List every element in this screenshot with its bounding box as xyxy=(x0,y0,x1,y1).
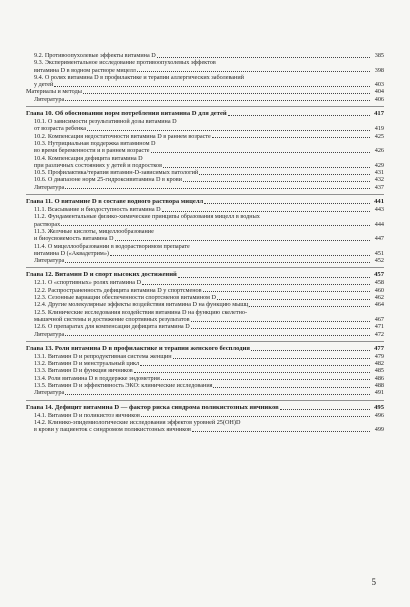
toc-page-number: 419 xyxy=(374,125,384,133)
toc-entry xyxy=(26,147,384,154)
toc-entry xyxy=(26,235,384,242)
toc-entry-line: 10.1. О зависимости результативной дозы витамина D xyxy=(34,118,177,126)
toc-entry-title: Глава 14. Дефицит витамина D — фактор риска синдрома поликистозных яичников xyxy=(26,403,279,411)
section-divider xyxy=(26,267,384,268)
toc-entry xyxy=(26,176,384,183)
toc-entry-title: 12.4. Другие молекулярные эффекты воздействия витамина D на функцию мышц xyxy=(34,301,249,309)
toc-entry-line: 9.3. Экспериментальное исследование противоопухолевых эффектов xyxy=(34,59,216,67)
toc-entry-title: 14.1. Витамин D и поликистоз яичников xyxy=(34,411,140,419)
toc-page-number: 464 xyxy=(374,301,384,309)
toc-entry-title: 13.2. Витамин D и менструальный цикл xyxy=(34,360,140,368)
toc-entry-title: 12.3. Сезонные вариации обеспеченности спортсменов витамином D xyxy=(34,294,216,302)
toc-page-number: 447 xyxy=(374,235,384,243)
dot-leader xyxy=(212,137,370,138)
toc-entry xyxy=(26,162,384,169)
toc-entry-title: витамина D («Аквадетрим») xyxy=(34,249,109,257)
dot-leader xyxy=(137,71,370,72)
toc-entry xyxy=(26,250,384,257)
toc-entry xyxy=(26,382,384,389)
dot-leader xyxy=(191,328,370,329)
toc-page-number: 499 xyxy=(374,426,384,434)
toc-entry-title: 11.1. Всасывание и биодоступность витамина D xyxy=(34,206,161,214)
toc-entry-title: 9.2. Противоопухолевые эффекты витамина D xyxy=(34,52,156,59)
dot-leader xyxy=(134,372,370,373)
dot-leader xyxy=(110,255,370,256)
toc-page-number: 479 xyxy=(374,352,384,360)
toc-page-number: 495 xyxy=(374,403,384,411)
toc-chapter xyxy=(26,110,384,118)
toc-entry xyxy=(26,67,384,74)
toc-entry-title: витамина D в водном растворе мицелл xyxy=(34,66,136,74)
dot-leader xyxy=(61,225,370,226)
toc-entry xyxy=(26,301,384,308)
dot-leader xyxy=(204,203,370,204)
toc-page-number: 425 xyxy=(374,132,384,140)
toc-entry-title: 10.2. Компенсация недостаточности витамина D в раннем возрасте xyxy=(34,132,211,140)
toc-entry-title: Литература xyxy=(34,389,65,397)
toc-entry-title: от возраста ребенка xyxy=(34,125,86,133)
toc-entry-title: Литература xyxy=(34,257,65,265)
toc-entry-title: мышечной системы и достижение спортивных результатов xyxy=(34,315,190,323)
dot-leader xyxy=(142,284,370,285)
toc-entry-line: 10.4. Компенсация дефицита витамина D xyxy=(34,154,143,162)
toc-entry-title: Глава 10. Об обосновании норм потребления витамина D для детей xyxy=(26,110,227,118)
toc-entry-line: 11.4. О мицеллообразовании в водорастворимом препарате xyxy=(34,242,190,250)
dot-leader xyxy=(249,306,370,307)
toc-entry-line: 10.3. Нутрициальная поддержка витамином D xyxy=(34,139,156,147)
toc-entry-title: Глава 11. О витамине D в составе водного раствора мицелл xyxy=(26,198,204,206)
dot-leader xyxy=(115,240,370,241)
toc-entry xyxy=(26,294,384,301)
dot-leader xyxy=(203,291,370,292)
dot-leader xyxy=(157,57,370,58)
toc-entry xyxy=(26,287,384,294)
toc-entry xyxy=(26,206,384,213)
toc-entry-title: 10.5. Профилактика/терапия витамин-D-зависимых патологий xyxy=(34,169,199,177)
toc-entry-title: 13.1. Витамин D и репродуктивная система женщин xyxy=(34,352,172,360)
dot-leader xyxy=(163,167,370,168)
toc-entry xyxy=(26,323,384,330)
toc-entry-title: Глава 13. Роли витамина D в профилактике и терапии женского бесплодия xyxy=(26,344,250,352)
toc-entry-title: 12.2. Распространенность дефицита витамина D у спортсменов xyxy=(34,286,202,294)
toc-entry-line: 11.2. Фундаментальные физико-химические принципы образования мицелл в водных xyxy=(34,213,260,221)
toc-page-number: 458 xyxy=(374,279,384,287)
toc-entry-title: 12.6. О препаратах для компенсации дефицита витамина D xyxy=(34,323,190,331)
toc-page-number: 404 xyxy=(374,88,384,96)
dot-leader xyxy=(141,416,370,417)
toc-entry xyxy=(26,133,384,140)
dot-leader xyxy=(161,379,370,380)
dot-leader xyxy=(183,181,370,182)
dot-leader xyxy=(65,335,370,336)
toc-page-number: 444 xyxy=(374,220,384,228)
toc-page-number: 457 xyxy=(374,271,384,279)
dot-leader xyxy=(54,86,370,87)
toc-page-number: 429 xyxy=(374,161,384,169)
toc-entry xyxy=(26,257,384,264)
toc-entry-title: Литература xyxy=(34,330,65,338)
toc-entry xyxy=(26,279,384,286)
toc-page-number: 482 xyxy=(374,360,384,368)
toc-page-number: 426 xyxy=(374,147,384,155)
toc-entry-title: и биоусвояемость витамина D xyxy=(34,235,114,243)
toc-entry xyxy=(26,88,384,95)
toc-page-number: 472 xyxy=(374,330,384,338)
toc-entry-title: Литература xyxy=(34,95,65,103)
toc-entry-title: при различных состояниях у детей и подростков xyxy=(34,161,163,169)
toc-entry-title: Глава 12. Витамин D и спорт высоких достижений xyxy=(26,271,177,279)
toc-entry-title: 13.4. Роли витамина D в поддержке эндометрия xyxy=(34,374,160,382)
dot-leader xyxy=(191,321,371,322)
toc-entry-title: в крови у пациенток с синдромом поликистозных яичников xyxy=(34,426,191,434)
section-divider xyxy=(26,400,384,401)
toc-entry xyxy=(26,221,384,228)
toc-entry xyxy=(26,331,384,338)
toc-entry-line: 12.5. Клинические исследования воздействия витамина D на функцию скелетно- xyxy=(34,308,248,316)
toc-page-number: 467 xyxy=(374,315,384,323)
page-number: 5 xyxy=(371,577,376,587)
toc-entry xyxy=(26,184,384,191)
dot-leader xyxy=(65,188,370,189)
toc-entry xyxy=(26,81,384,88)
dot-leader xyxy=(65,262,370,263)
toc-chapter xyxy=(26,345,384,353)
toc-page-number: 486 xyxy=(374,374,384,382)
toc-page-number: 485 xyxy=(374,367,384,375)
toc-entry xyxy=(26,375,384,382)
dot-leader xyxy=(280,409,370,410)
toc-entry-title: Литература xyxy=(34,183,65,191)
dot-leader xyxy=(162,211,370,212)
toc-page-number: 488 xyxy=(374,381,384,389)
toc-entry-title: 12.1. О «спортивных» ролях витамина D xyxy=(34,279,142,287)
toc-page-number: 491 xyxy=(374,389,384,397)
dot-leader xyxy=(140,365,370,366)
toc-entry-title: во время беременности и в раннем возрасте xyxy=(34,147,150,155)
section-divider xyxy=(26,341,384,342)
toc-entry xyxy=(26,360,384,367)
toc-entry xyxy=(26,426,384,433)
toc-entry xyxy=(26,412,384,419)
toc-chapter xyxy=(26,404,384,412)
toc-chapter xyxy=(26,198,384,206)
toc-page-number: 406 xyxy=(374,95,384,103)
toc-entry-line: 14.2. Клинико-эпидемиологические исследования эффектов уровней 25(OH)D xyxy=(34,418,241,426)
toc-page-number: 432 xyxy=(374,176,384,184)
toc-entry-line: 11.3. Желчные кислоты, мицеллообразование xyxy=(34,227,154,235)
toc-entry-title: растворах xyxy=(34,220,61,228)
toc-entry-line: 9.4. О ролях витамина D в профилактике и терапии аллергических заболеваний xyxy=(34,73,244,81)
dot-leader xyxy=(83,93,370,94)
toc-page-number: 437 xyxy=(374,183,384,191)
dot-leader xyxy=(87,130,370,131)
section-divider xyxy=(26,194,384,195)
section-divider xyxy=(26,106,384,107)
dot-leader xyxy=(199,174,370,175)
toc-page-number: 385 xyxy=(374,52,384,59)
dot-leader xyxy=(151,152,370,153)
toc-page-number: 417 xyxy=(374,110,384,118)
dot-leader xyxy=(173,358,370,359)
dot-leader xyxy=(228,115,370,116)
toc-page-number: 477 xyxy=(374,344,384,352)
toc-page-number: 462 xyxy=(374,294,384,302)
toc-entry-title: 13.5. Витамин D и эффективность ЭКО: клинические исследования xyxy=(34,381,213,389)
toc-page-number: 403 xyxy=(374,81,384,89)
toc-page-number: 496 xyxy=(374,411,384,419)
toc-entry xyxy=(26,125,384,132)
toc-entry xyxy=(26,316,384,323)
toc-page-number: 441 xyxy=(374,198,384,206)
toc-entry xyxy=(26,52,384,59)
toc-entry-title: 13.3. Витамин D и функция яичников xyxy=(34,367,133,375)
toc-entry xyxy=(26,389,384,396)
toc-page-number: 452 xyxy=(374,257,384,265)
toc-entry xyxy=(26,169,384,176)
table-of-contents xyxy=(26,52,384,433)
toc-entry-title: у детей xyxy=(34,81,54,89)
dot-leader xyxy=(178,277,370,278)
toc-page-number: 471 xyxy=(374,323,384,331)
dot-leader xyxy=(192,431,370,432)
toc-page-number: 451 xyxy=(374,249,384,257)
dot-leader xyxy=(65,394,370,395)
toc-page-number: 443 xyxy=(374,206,384,214)
dot-leader xyxy=(251,350,370,351)
toc-entry xyxy=(26,367,384,374)
toc-chapter xyxy=(26,271,384,279)
dot-leader xyxy=(65,100,370,101)
dot-leader xyxy=(213,387,370,388)
toc-entry xyxy=(26,353,384,360)
toc-entry xyxy=(26,96,384,103)
toc-entry-title: Материалы и методы xyxy=(26,88,82,96)
toc-page-number: 398 xyxy=(374,66,384,74)
dot-leader xyxy=(217,299,370,300)
toc-entry-title: 10.6. О диапазоне норм 25-гидроксивитамина D в крови xyxy=(34,176,182,184)
toc-page-number: 460 xyxy=(374,286,384,294)
toc-page-number: 431 xyxy=(374,169,384,177)
